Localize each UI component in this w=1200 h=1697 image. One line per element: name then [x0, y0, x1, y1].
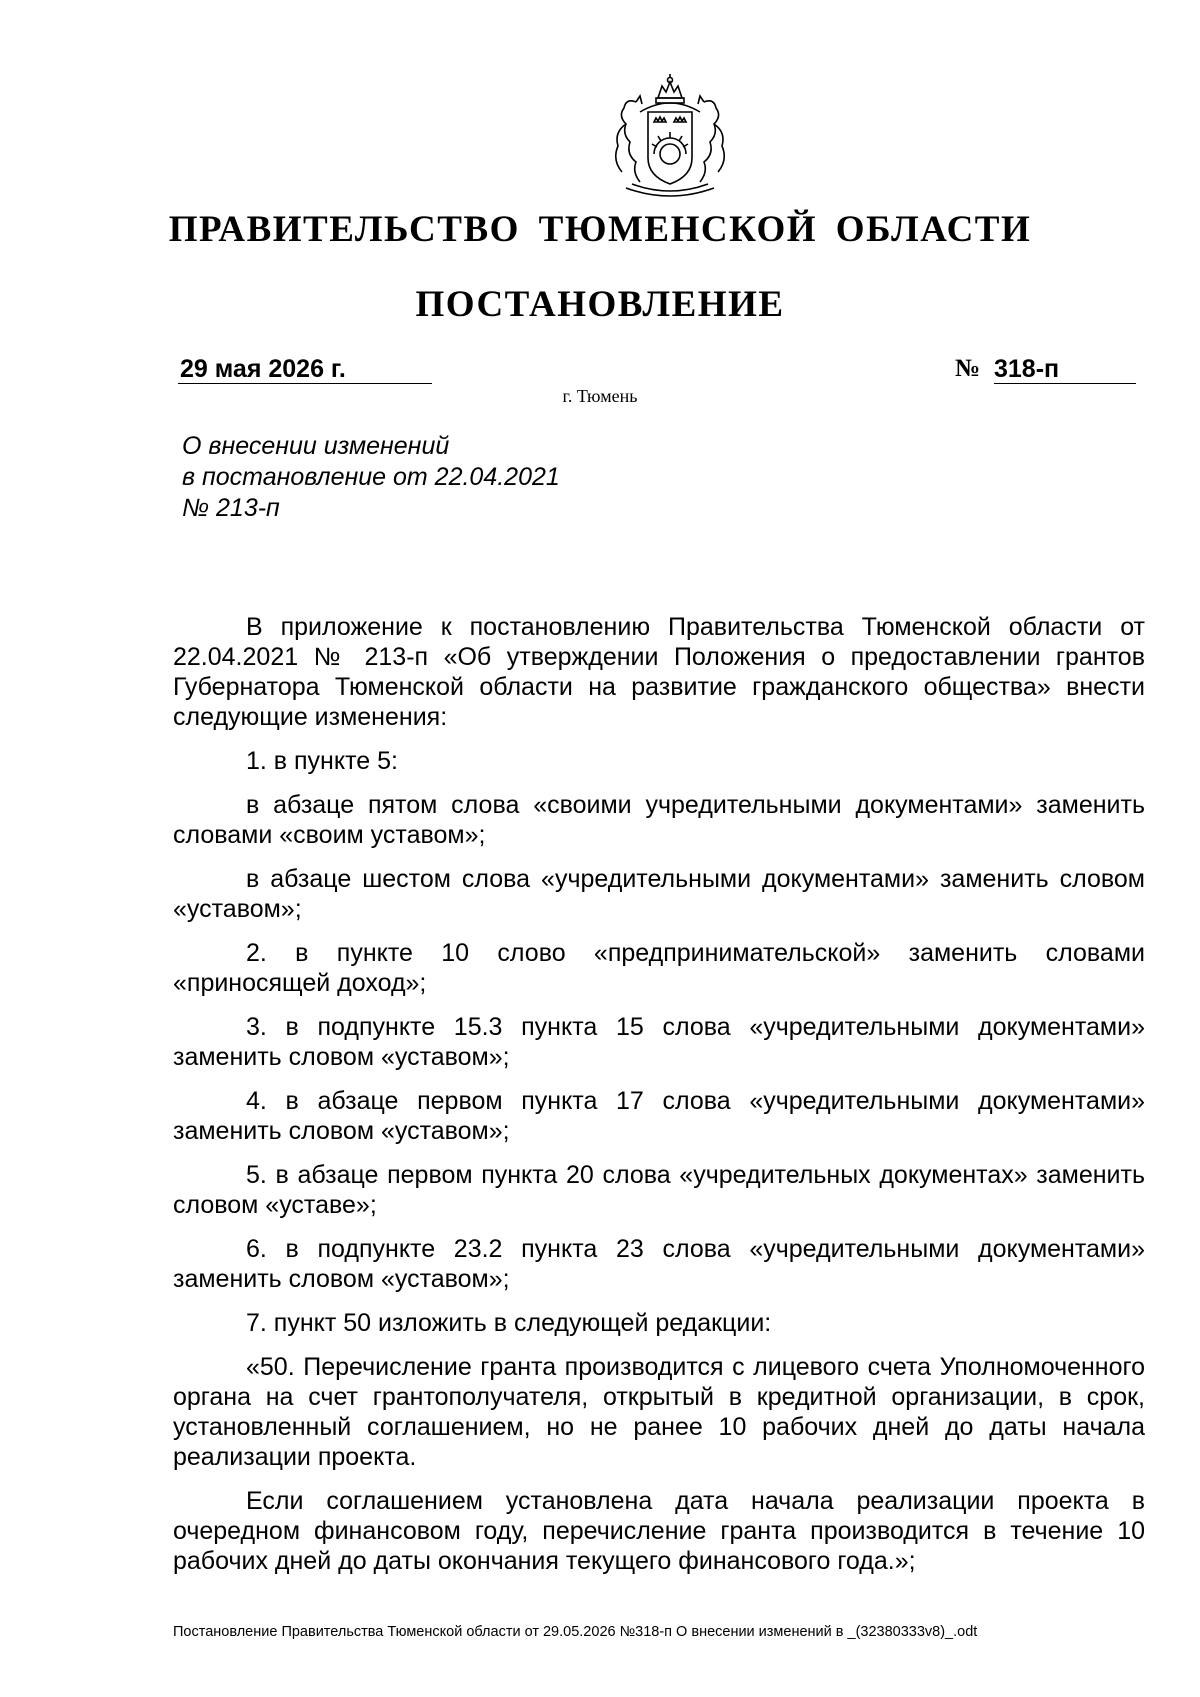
page-footer: Постановление Правительства Тюменской области от 29.05.2026 №318-п О внесении изменений в _(32380333v8)_.odt [173, 1624, 978, 1640]
body-paragraph: «50. Перечисление гранта производится с лицевого счета Уполномоченного органа на счет грантополучателя, открытый в кредитной организации, в срок, установленный соглашением, но не ранее 10 рабочих дней до даты начала реализации проекта. [173, 1353, 1145, 1471]
organization-title: ПРАВИТЕЛЬСТВО ТЮМЕНСКОЙ ОБЛАСТИ [168, 209, 1032, 250]
body-paragraph: в абзаце пятом слова «своими учредительными документами» заменить словами «своим уставом»; [173, 791, 1145, 849]
body-paragraph: В приложение к постановлению Правительства Тюменской области от 22.04.2021 № 213-п «Об утверждении Положения о предоставлении грантов Губернатора Тюменской области на развитие гражданского общества» внести следующие изменения: [173, 613, 1145, 731]
document-number: 318-п [994, 355, 1136, 384]
document-subject [182, 431, 682, 524]
document-body [173, 612, 1145, 1590]
body-paragraph: 5. в абзаце первом пункта 20 слова «учредительных документах» заменить словом «уставе»; [173, 1161, 1145, 1219]
document-type: ПОСТАНОВЛЕНИЕ [415, 284, 785, 325]
body-paragraph: 2. в пункте 10 слово «предпринимательской» заменить словами «приносящей доход»; [173, 939, 1145, 997]
body-paragraph: 7. пункт 50 изложить в следующей редакции: [246, 1309, 772, 1337]
coat-of-arms-icon [596, 72, 744, 204]
subject-line: № 213-п [182, 494, 280, 522]
subject-line: в постановление от 22.04.2021 [182, 463, 560, 491]
body-paragraph: 3. в подпункте 15.3 пункта 15 слова «учредительными документами» заменить словом «уставом»; [173, 1013, 1145, 1071]
body-paragraph: Если соглашением установлена дата начала реализации проекта в очередном финансовом году, перечисление гранта производится в течение 10 рабочих дней до даты окончания текущего финансового года.»; [173, 1487, 1145, 1575]
document-date: 29 мая 2026 г. [178, 355, 432, 384]
body-paragraph: в абзаце шестом слова «учредительными документами» заменить словом «уставом»; [173, 865, 1145, 923]
body-paragraph: 6. в подпункте 23.2 пункта 23 слова «учредительными документами» заменить словом «уставом»; [173, 1235, 1145, 1293]
body-paragraph: 1. в пункте 5: [246, 747, 398, 775]
body-paragraph: 4. в абзаце первом пункта 17 слова «учредительными документами» заменить словом «уставом»; [173, 1087, 1145, 1145]
subject-line: О внесении изменений [182, 432, 450, 460]
number-sign: № [955, 355, 981, 382]
city-name: г. Тюмень [562, 386, 638, 406]
